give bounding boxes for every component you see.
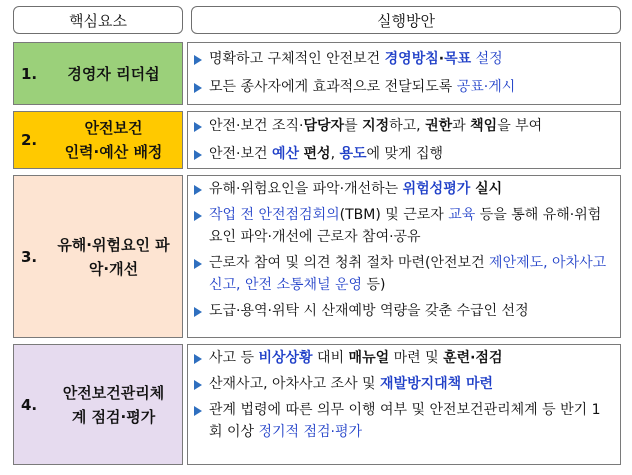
- arrow-bullet-icon: [194, 55, 202, 65]
- text-run: 제안제도, 아차사고 신고, 안전 소통채널 운영: [209, 255, 607, 293]
- text-run: 안전·보건 조직·: [209, 118, 304, 134]
- row-2-item-2: [209, 143, 614, 165]
- list-item: [194, 347, 614, 369]
- row-3-number: 3.: [21, 247, 38, 266]
- row-4-key: [13, 344, 183, 465]
- text-run: ·: [438, 51, 445, 67]
- text-run: 정기적 점검·평가: [258, 424, 363, 440]
- text-run: 훈련·점검: [443, 350, 503, 366]
- text-run: 하고,: [389, 118, 426, 134]
- text-run: 경영방침: [384, 51, 439, 67]
- arrow-bullet-icon: [194, 354, 202, 364]
- header-key-elements-label: 핵심요소: [69, 11, 127, 30]
- text-run: 등): [362, 277, 386, 293]
- row-1-item-1: [209, 48, 614, 70]
- arrow-bullet-icon: [194, 150, 202, 160]
- text-run: 재발방지대책 마련: [380, 376, 494, 392]
- list-item: [194, 204, 614, 248]
- row-3-item-2: [209, 204, 614, 248]
- text-run: 대비: [312, 350, 349, 366]
- row-4-item-2: [209, 373, 614, 395]
- text-run: 목표: [444, 51, 472, 67]
- text-run: 관계 법령에 따른 의무 이행 여부 및 안전보건관리체계 등 반기 1회 이상: [209, 402, 601, 440]
- row-3-title-line-1: 유해·위험요인 파: [57, 235, 170, 254]
- row-2-title-line-2: 인력·예산 배정: [64, 143, 163, 161]
- arrow-bullet-icon: [194, 380, 202, 390]
- row-3-title-line-2: 악·개선: [88, 259, 139, 278]
- header-key-elements: [13, 6, 183, 34]
- row-2-item-1: [209, 115, 614, 137]
- text-run: 담당자: [303, 118, 345, 134]
- arrow-bullet-icon: [194, 406, 202, 416]
- text-run: 편성: [303, 146, 331, 162]
- row-1-item-2: [209, 76, 614, 98]
- row-3-item-3: [209, 252, 614, 296]
- text-run: 예산: [272, 146, 300, 162]
- row-4-item-3: [209, 399, 614, 443]
- list-item: [194, 48, 614, 70]
- row-4-title: [51, 381, 182, 429]
- text-run: 작업 전 안전점검회의: [209, 207, 340, 223]
- row-4-actions: [187, 344, 621, 465]
- row-2-number: 2.: [21, 131, 38, 149]
- header-action-plan: [191, 6, 621, 34]
- row-1-actions: [187, 42, 621, 105]
- list-item: [194, 252, 614, 296]
- arrow-bullet-icon: [194, 83, 202, 93]
- list-item: [194, 399, 614, 443]
- text-run: 지정: [362, 118, 390, 134]
- text-run: ,: [330, 146, 340, 162]
- text-run: 등을 통해 유해·위험요인 파악·개선에 근로자 참여·공유: [209, 207, 602, 245]
- row-1-number: 1.: [21, 64, 38, 83]
- list-item: [194, 178, 614, 200]
- row-4-title-line-2: 계 점검·평가: [71, 407, 156, 426]
- row-2-title: [51, 116, 182, 164]
- text-run: 설정: [471, 51, 503, 67]
- arrow-bullet-icon: [194, 307, 202, 317]
- text-run: 을 부여: [497, 118, 543, 134]
- arrow-bullet-icon: [194, 185, 202, 195]
- arrow-bullet-icon: [194, 122, 202, 132]
- row-2-title-line-1: 안전보건: [84, 119, 143, 137]
- row-4-title-line-1: 안전보건관리체: [62, 383, 165, 402]
- text-run: 명확하고 구체적인 안전보건: [209, 51, 385, 67]
- row-2-actions: [187, 111, 621, 169]
- text-run: 비상상황: [258, 350, 313, 366]
- text-run: 과: [452, 118, 471, 134]
- row-3-title: [51, 233, 182, 281]
- text-run: 책임: [470, 118, 498, 134]
- text-run: 권한: [425, 118, 453, 134]
- text-run: 유해·위험요인을 파악·개선하는: [209, 181, 403, 197]
- text-run: 를: [344, 118, 363, 134]
- text-run: 도급·용역·위탁 시 산재예방 역량을 갖춘 수급인 선정: [209, 303, 529, 319]
- row-1-title: 경영자 리더쉽: [67, 64, 160, 83]
- text-run: 에 맞게 집행: [366, 146, 444, 162]
- row-3-key: [13, 175, 183, 338]
- text-run: 마련 및: [389, 350, 444, 366]
- list-item: [194, 143, 614, 165]
- row-1-key: [13, 42, 183, 105]
- row-3-item-1: [209, 178, 614, 200]
- text-run: 매뉴얼: [348, 350, 390, 366]
- row-3-item-4: [209, 300, 614, 322]
- text-run: (TBM) 및 근로자: [339, 207, 449, 223]
- list-item: [194, 300, 614, 322]
- list-item: [194, 115, 614, 137]
- row-4-number: 4.: [21, 395, 38, 414]
- text-run: 용도: [339, 146, 367, 162]
- header-action-plan-label: 실행방안: [377, 11, 435, 30]
- text-run: 안전·보건: [209, 146, 272, 162]
- text-run: 공표·게시: [456, 79, 516, 95]
- text-run: 근로자 참여 및 의견 청취 절차 마련(안전보건: [209, 255, 490, 271]
- text-run: 위험성평가: [402, 181, 471, 197]
- arrow-bullet-icon: [194, 211, 202, 221]
- row-3-actions: [187, 175, 621, 338]
- text-run: 실시: [470, 181, 503, 197]
- text-run: 교육: [448, 207, 476, 223]
- list-item: [194, 373, 614, 395]
- text-run: 모든 종사자에게 효과적으로 전달되도록: [209, 79, 457, 95]
- text-run: 사고 등: [209, 350, 259, 366]
- arrow-bullet-icon: [194, 259, 202, 269]
- list-item: [194, 76, 614, 98]
- row-4-item-1: [209, 347, 614, 369]
- text-run: 산재사고, 아차사고 조사 및: [209, 376, 381, 392]
- row-2-key: [13, 111, 183, 169]
